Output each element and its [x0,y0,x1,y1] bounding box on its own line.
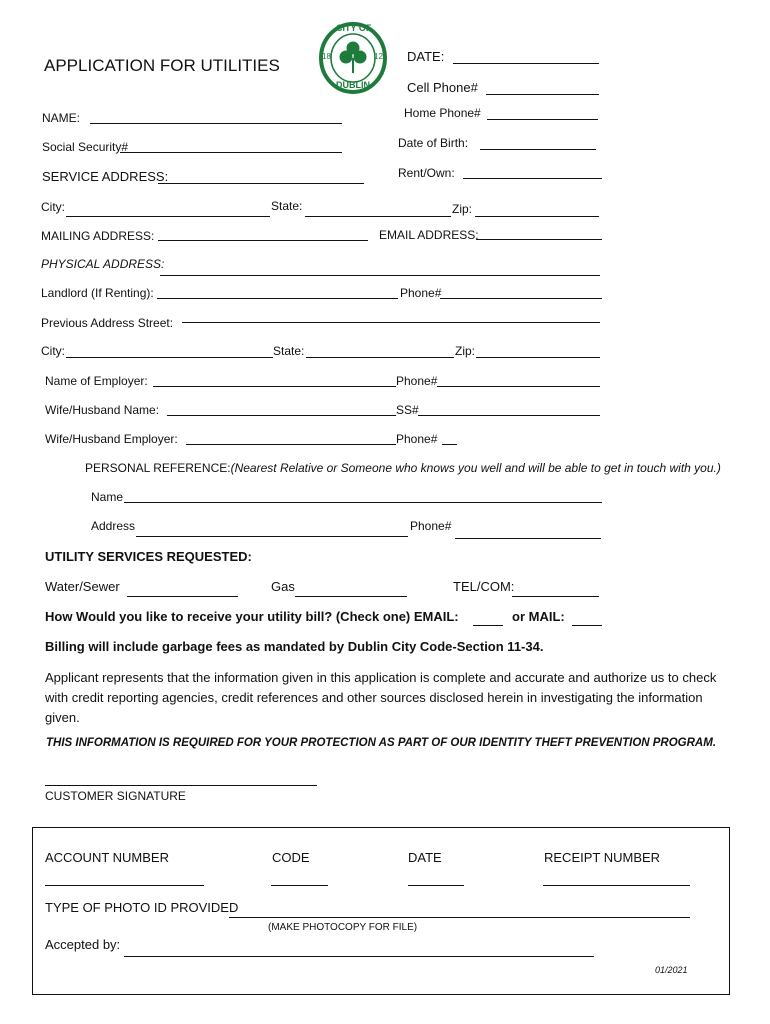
city-label: City: [41,200,65,214]
spouse-employer-phone-label: Phone# [396,432,438,446]
reference-address-label: Address [91,519,136,533]
receipt-number-field[interactable] [543,885,690,886]
service-address-field[interactable] [158,183,364,184]
bill-question: How Would you like to receive your utility bill? (Check one) EMAIL: [45,609,459,624]
name-label: NAME: [42,111,81,125]
services-heading: UTILITY SERVICES REQUESTED: [45,549,252,564]
revision-date: 01/2021 [655,965,688,975]
or-mail-label: or MAIL: [512,609,565,624]
mail-checkbox-line[interactable] [572,625,602,626]
mailing-address-label: MAILING ADDRESS: [41,229,155,243]
landlord-label: Landlord (If Renting): [41,286,154,300]
garbage-note: Billing will include garbage fees as mandated by Dublin City Code-Section 11-34. [45,639,544,654]
seal-text-bottom: DUBLIN [336,80,370,90]
previous-zip-field[interactable] [476,357,600,358]
mailing-address-field[interactable] [158,240,368,241]
name-field[interactable] [90,123,342,124]
previous-address-field[interactable] [182,322,600,323]
signature-label: CUSTOMER SIGNATURE [45,789,186,803]
landlord-field[interactable] [157,298,398,299]
photocopy-note: (MAKE PHOTOCOPY FOR FILE) [268,922,418,933]
date-label: DATE: [407,49,445,64]
previous-zip-label: Zip: [455,344,476,358]
seal-year-left: 18 [322,52,331,61]
spouse-employer-field[interactable] [186,444,396,445]
account-number-label: ACCOUNT NUMBER [45,850,169,865]
cell-phone-field[interactable] [486,94,599,95]
spouse-employer-phone-field[interactable] [442,444,457,445]
tel-com-label: TEL/COM: [453,579,515,594]
office-date-label: DATE [408,850,442,865]
identity-notice: THIS INFORMATION IS REQUIRED FOR YOUR PROTECTION AS PART OF OUR IDENTITY THEFT PREVENTION PROGRAM. [46,737,717,749]
reference-name-field[interactable] [124,502,602,503]
date-field[interactable] [453,63,599,64]
water-sewer-label: Water/Sewer [45,579,120,594]
state-label: State: [271,199,303,213]
zip-field[interactable] [475,216,599,217]
reference-note: (Nearest Relative or Someone who knows you well and will be able to get in touch with you.) [230,461,721,475]
home-phone-field[interactable] [487,119,598,120]
gas-field[interactable] [295,596,407,597]
date-of-birth-field[interactable] [480,149,596,150]
previous-city-field[interactable] [66,357,273,358]
spouse-name-field[interactable] [167,415,396,416]
rent-own-label: Rent/Own: [398,166,455,180]
photo-id-label: TYPE OF PHOTO ID PROVIDED [45,900,239,915]
reference-address-field[interactable] [136,536,408,537]
spouse-name-label: Wife/Husband Name: [45,403,160,417]
home-phone-label: Home Phone# [404,106,481,120]
spouse-ss-field[interactable] [418,415,600,416]
spouse-ss-label: SS# [396,403,419,417]
previous-address-label: Previous Address Street: [41,316,174,330]
landlord-phone-label: Phone# [400,286,442,300]
zip-label: Zip: [452,202,473,216]
physical-address-label: PHYSICAL ADDRESS: [41,257,165,271]
date-of-birth-label: Date of Birth: [398,136,469,150]
tel-com-field[interactable] [512,596,599,597]
page-title: APPLICATION FOR UTILITIES [44,56,280,75]
service-address-label: SERVICE ADDRESS: [42,169,169,184]
cell-phone-label: Cell Phone# [407,80,478,95]
landlord-phone-field[interactable] [440,298,602,299]
ssn-label: Social Security# [42,140,129,154]
water-sewer-field[interactable] [127,596,238,597]
account-number-field[interactable] [45,885,204,886]
state-field[interactable] [305,216,451,217]
previous-city-label: City: [41,344,65,358]
reference-name-label: Name [91,490,124,504]
code-label: CODE [272,850,310,865]
photo-id-field[interactable] [229,917,690,918]
employer-label: Name of Employer: [45,374,148,388]
employer-phone-field[interactable] [437,386,600,387]
applicant-statement: Applicant represents that the information given in this application is complete and accurate and authorize us to check with credit reporting agencies, credit references and other sources disclosed herein in investigating the information given. [45,670,717,725]
office-date-field[interactable] [408,885,464,886]
email-address-label: EMAIL ADDRESS: [379,228,479,242]
receipt-number-label: RECEIPT NUMBER [544,850,661,865]
physical-address-field[interactable] [160,275,600,276]
reference-phone-field[interactable] [455,538,601,539]
ssn-field[interactable] [120,152,342,153]
email-address-field[interactable] [476,239,602,240]
code-field[interactable] [271,885,328,886]
email-checkbox-line[interactable] [473,625,503,626]
employer-field[interactable] [153,386,396,387]
reference-heading [85,461,721,475]
previous-state-field[interactable] [306,357,454,358]
accepted-by-field[interactable] [124,956,594,957]
reference-prefix: PERSONAL REFERENCE: [85,461,231,475]
rent-own-field[interactable] [463,178,602,179]
spouse-employer-label: Wife/Husband Employer: [45,432,178,446]
accepted-by-label: Accepted by: [45,937,121,952]
seal-year-right: 12 [374,52,383,61]
employer-phone-label: Phone# [396,374,438,388]
reference-phone-label: Phone# [410,519,452,533]
gas-label: Gas [271,579,295,594]
seal-text-top: CITY OF [336,23,372,33]
signature-field[interactable] [45,785,317,786]
previous-state-label: State: [273,344,305,358]
city-field[interactable] [66,216,270,217]
